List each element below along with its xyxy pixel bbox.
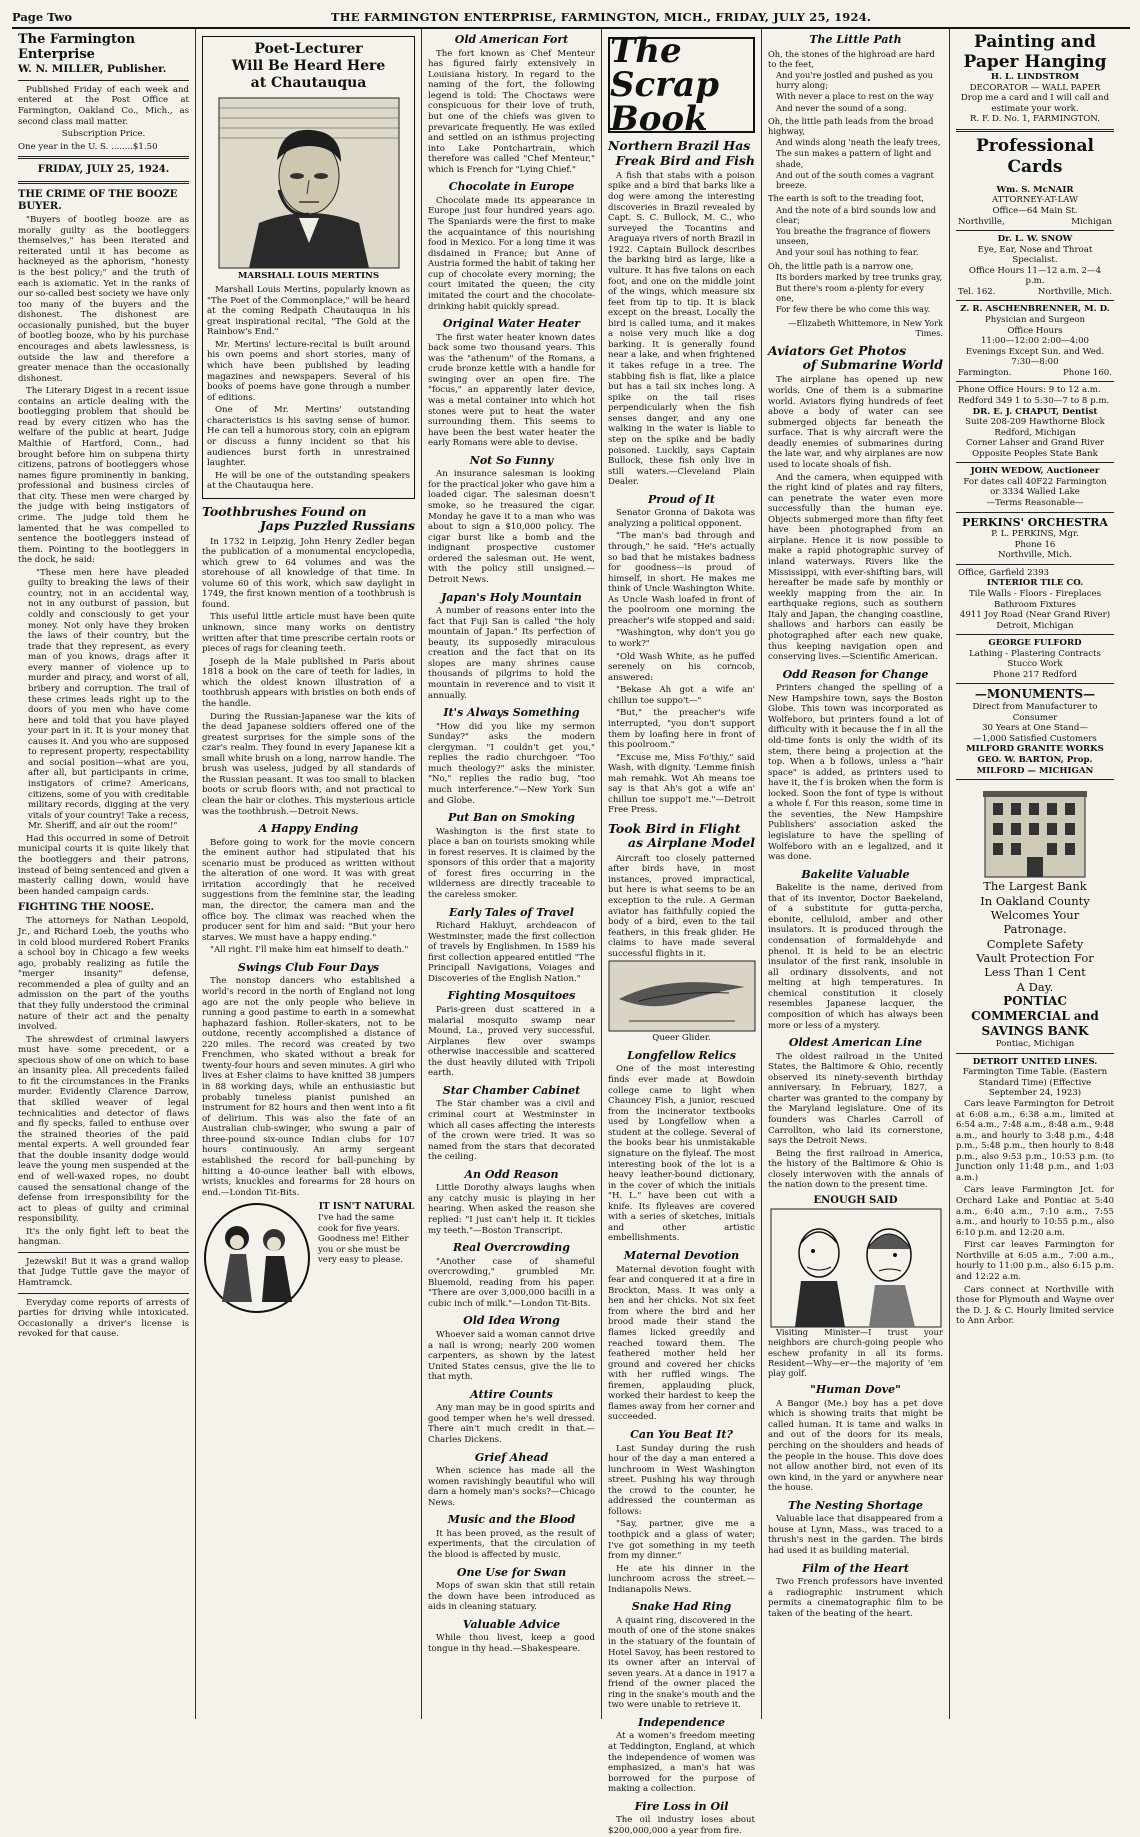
bank-slogan-line: Patronage. bbox=[1003, 922, 1067, 937]
line-paragraph: Being the first railroad in America, the history of the Baltimore & Ohio is closely interwoven with the annals of the nation down to the present time. bbox=[768, 1148, 943, 1191]
masthead bbox=[12, 10, 1130, 29]
poem-line: With never a place to rest on the way bbox=[776, 91, 934, 102]
poet-paragraph: Marshall Louis Mertins, popularly known as "The Poet of the Commonplace," will be heard at the coming Redpath Chautauqua in his great inspirational recital, "The Gold at the Rainbow's End." bbox=[207, 285, 410, 338]
bank-slogan-line: Less Than 1 Cent bbox=[984, 965, 1086, 980]
crime-paragraph: The Literary Digest in a recent issue contains an article dealing with the bootlegging problem that should be read by every citizen who has the welfare of the public at heart. Judge Malthie of Hartford, Conn., had brought before him on subpena thirty citizens, patrons of bootleggers whose names figure prominently in banking, professional and business circles of that city. These men were charged by the judge with being instigators of crime. The judge told them he lamented that he was compelled to sentence the bootleggers instead of them. Pointing to the bootleggers in the dock, he said: bbox=[18, 386, 189, 566]
oil-headline: Fire Loss in Oil bbox=[634, 1799, 729, 1813]
short-item: Everyday come reports of arrests of parties for driving while intoxicated. Occasionally a driver's license is revoked for that cause. bbox=[18, 1297, 189, 1340]
toothbrush-paragraph: Joseph de la Male published in Paris about 1818 a book on the care of teeth for ladies, in which the oldest known illustration of a toothbrush appears with bristles on both ends of the handle. bbox=[202, 656, 415, 709]
line-headline: Oldest American Line bbox=[788, 1036, 923, 1050]
proud-paragraph: Senator Gronna of Dakota was analyzing a political opponent. bbox=[608, 508, 755, 529]
snake-headline: Snake Had Ring bbox=[631, 1600, 732, 1614]
advice-headline: Valuable Advice bbox=[462, 1617, 561, 1631]
blood-headline: Music and the Blood bbox=[447, 1513, 576, 1527]
snake-paragraph: A quaint ring, discovered in the mouth of one of the stone snakes in the statuary of the fountain of Hotel Savoy, has been restored to its owner after an interval of seven years. At a dance in 1917 a friend of the owner placed the ring in the snake's mouth and the two were unable to retrieve it. bbox=[608, 1615, 755, 1711]
idea-headline: Old Idea Wrong bbox=[463, 1314, 560, 1328]
ending-paragraph: Before going to work for the movie concern the eminent author had stipulated that his scenario must be produced as written without the alteration of one word. It was with great irritation accordingly that he received suggestions from the feminine star, the leading man, the director, the camera man and the office boy. The climax was reached when the producer sent for him and said: "But your hero starves. We must have a happy ending." bbox=[202, 837, 415, 943]
proud-paragraph: "Excuse me, Miss Fo'thiy," said Wash, with dignity. 'Lemme finish mah remahk. Wot Ah means toe say is that Ah's got a wife an' chillun toe suppo't me."—Detroit Free Press. bbox=[608, 752, 755, 816]
painting-address: R. F. D. No. 1, FARMINGTON. bbox=[970, 114, 1100, 125]
poem-line: And the note of a bird sounds low and clear; bbox=[776, 204, 937, 225]
flight-headline: Took Bird in Flight as Airplane Model bbox=[608, 821, 755, 851]
beat-headline: Can You Beat It? bbox=[630, 1428, 733, 1441]
poem-line: And you're jostled and pushed as you hurry along; bbox=[776, 70, 933, 91]
bank-city: Pontiac, Michigan bbox=[995, 1039, 1075, 1050]
card-interior-tile: Office, Garfield 2393 INTERIOR TILE CO. Tile Walls - Floors - Fireplaces Bathroom Fixtures 4911 Joy Road (Near Grand River) Detroit, Michigan bbox=[956, 565, 1114, 635]
film-paragraph: Two French professors have invented a radiographic instrument which permits a cinematographic film to be taken of the beating of the heart. bbox=[768, 1577, 943, 1619]
cartoon-text: I've had the same cook for five years. Goodness me! Either you or she must be very easy to please. bbox=[318, 1213, 409, 1266]
bank-name: PONTIAC COMMERCIAL and SAVINGS BANK bbox=[971, 994, 1099, 1039]
bank-slogan-line: The Largest Bank bbox=[983, 879, 1087, 894]
fort-paragraph: The fort known as Chef Menteur has figured fairly extensively in Louisiana history. In regard to the naming of the fort, the following legend is told: The Choctaws were conspicuous for their love of truth, but one of the chiefs was given to prevaricate frequently. He was exiled and settled on an isthmus projecting into Lake Pontchartrain, which therefore was called "Chef Menteur," which is French for "Lying Chief." bbox=[428, 48, 595, 175]
noose-paragraph: The attorneys for Nathan Leopold, Jr., and Richard Loeb, the youths who in cold blood murdered Robert Franks a school boy in Chicago a few weeks ago, probably realizing as futile the "merger insanity" defense, recommended a plea of guilty and an admission on the part of the youths that they fully understood the criminal nature of their act and the penalty involved. bbox=[18, 916, 189, 1033]
flight-paragraph: Aircraft too closely patterned after birds have, in most instances, proved impractical, but here is what seems to be an exception to the rule. A German aviator has faithfully copied the body of a bird, even to the tail feathers, in this freak glider. He claims to have made several successful flights in it. bbox=[608, 853, 755, 959]
glider-caption: Queer Glider. bbox=[652, 1033, 711, 1044]
poet-paragraph: He will be one of the outstanding speakers at the Chautauqua here. bbox=[207, 470, 410, 492]
crime-headline: THE CRIME OF THE BOOZE BUYER. bbox=[18, 188, 178, 212]
maternal-paragraph: Maternal devotion fought with fear and conquered it at a fire in Brockton, Mass. It was only a hen and her chicks. Not six feet from where the bird and her brood made their stand the flames licked greedily and reached toward them. The feathered mother held her ground and covered her chicks with her ruffled wings. The firemen, applauding pluck, worked their hardest to keep the flames away from her corner and succeeded. bbox=[608, 1264, 755, 1423]
painting-line: DECORATOR — WALL PAPER bbox=[969, 82, 1101, 93]
reason-headline: An Odd Reason bbox=[464, 1167, 559, 1181]
poem-line: The earth is soft to the treading foot, bbox=[768, 193, 925, 204]
swings-paragraph: The nonstop dancers who established a world's record in the north of England not long ago are not the only people who believe in running a good pastime to earth in a somewhat haphazard fashion. Roller-skaters, not to be outdone, recently accomplished a distance of 220 miles. The record was created by two Frenchmen, who skated without a break for twenty-four hours and seven minutes. A girl who lives at Esher claims to have knitted 38 jumpers in 88 working days, while an enthusiastic but probably tuneless pianist punished an instrument for 82 hours and then went into a fit of delirium. This was also the fate of an Australian club-swinger, who swung a pair of three-pound six-ounce Indian clubs for 107 hours continuously. An army sergeant established the record for ball-punching by hitting a 40-ounce leather ball with elbows, wrists, knuckles and forearms for 28 hours on end.—London Tit-Bits. bbox=[202, 976, 415, 1198]
grief-paragraph: When science has made all the women ravishingly beautiful who will darn a homely man's socks?—Chicago News. bbox=[428, 1466, 595, 1508]
glider-image bbox=[609, 961, 755, 1031]
path-signature: —Elizabeth Whittemore, in New York Times. bbox=[788, 317, 943, 338]
timetable-subhead: Farmington Time Table. (Eastern Standard Time) (Effective September 24, 1923) bbox=[962, 1067, 1108, 1099]
dove-headline: "Human Dove" bbox=[810, 1383, 901, 1397]
path-headline: The Little Path bbox=[809, 33, 902, 47]
fuji-headline: Japan's Holy Mountain bbox=[441, 590, 582, 604]
card-perkins: PERKINS' ORCHESTRA P. L. PERKINS, Mgr. Phone 16 Northville, Mich. bbox=[956, 513, 1114, 565]
scrapbook-title: The Scrap Book bbox=[610, 31, 719, 140]
card-wedow: JOHN WEDOW, Auctioneer For dates call 40F22 Farmington or 3334 Walled Lake —Terms Reasonable— bbox=[956, 463, 1114, 512]
fort-headline: Old American Fort bbox=[454, 33, 569, 47]
idea-paragraph: Whoever said a woman cannot drive a nail is wrong; nearly 200 women carpenters, as shown by the latest United States census, give the lie to that myth. bbox=[428, 1329, 595, 1383]
subscription-price: One year in the U. S. ........$1.50 bbox=[18, 141, 158, 152]
mosquito-headline: Fighting Mosquitoes bbox=[447, 989, 576, 1003]
crime-paragraph: "Buyers of bootleg booze are as morally guilty as the bootleggers themselves," has been iterated and reiterated until it has become as hackneyed as the aphorism, "honesty is the best policy;" and the truth of each is axiomatic. Yet in the ranks of our so-called best society we have only too many of the buyers and the dishonest. The dishonest are occasionally punished, but the buyer of bootleg booze, who by his purchase encourages and abets lawlessness, is outside the law and therefore a greater menace than the occasionally dishonest. bbox=[18, 215, 189, 384]
column-ads bbox=[950, 29, 1120, 1719]
something-paragraph: "How did you like my sermon Sunday?" asks the modern clergyman. "I couldn't get you," replies the radio churchgoer. "Too much theology?" asks the minister. "No," replies the radio bug, "too much interference."—New York Sun and Globe. bbox=[428, 721, 595, 806]
timetable-paragraph: Cars leave Farmington Jct. for Orchard Lake and Pontiac at 5:40 a.m., 6:40 a.m., 7:10 a.m., 7:55 a.m., and hourly to 10:55 p.m., also 6:10 p.m. and 12:20 a.m. bbox=[956, 1185, 1114, 1238]
poem-line: Its borders marked by tree trunks gray, bbox=[776, 271, 943, 282]
proud-paragraph: "But," the preacher's wife interrupted, "you don't support them by loafing here in front of this poolroom." bbox=[608, 708, 755, 751]
poem-line: Oh, the stones of the highroad are hard to the feet, bbox=[768, 48, 935, 69]
painting-name: H. L. LINDSTROM bbox=[990, 72, 1080, 83]
submarine-paragraph: The airplane has opened up new worlds. One of them is a submarine world. Aviators flying hundreds of feet above a body of water can see submerged objects far beneath the surface. That is why aircraft were the deadly enemies of submarines during the late war, and why airplanes are now used to locate shoals of fish. bbox=[768, 375, 943, 470]
swings-headline: Swings Club Four Days bbox=[237, 960, 380, 974]
poem-line: And never the sound of a song. bbox=[776, 102, 907, 113]
change-paragraph: Printers changed the spelling of a New Hampshire town, says the Boston Globe. This town was incorporated as Wolfeboro, but printers found a lot of difficulty with it because the f in all the old-time fonts is only the width of its stem, there being a projection at the top. When a b follows, unless a "hair space" is added, as printers used to have it, the f is broken when the form is locked. Soon the font of type is without a whole f. For this reason, some time in the seventies, the New Hampshire Publishers' association asked the legislature to have the spelling of Wolfeboro with an e legalized, and it was done. bbox=[768, 683, 943, 863]
portrait-image bbox=[219, 98, 399, 268]
columns bbox=[12, 29, 1130, 1836]
toothbrush-paragraph: In 1732 in Leipzig, John Henry Zedler began the publication of a monumental encyclopedia, which grew to 64 volumes and was the storehouse of all knowledge of that time. In volume 60 of this work, which saw daylight in 1749, the first known mention of a toothbrush is found. bbox=[202, 536, 415, 610]
independence-paragraph: At a women's freedom meeting at Teddington, England, at which the independence of women was emphasized, a man's hat was borrowed for the purpose of making a collection. bbox=[608, 1731, 755, 1795]
poet-paragraph: Mr. Mertins' lecture-recital is built around his own poems and short stories, many of which have been published by leading magazines and newspapers. Several of his books of poems have gone through a number of editions. bbox=[207, 339, 410, 403]
change-headline: Odd Reason for Change bbox=[782, 667, 929, 681]
brazil-headline: Northern Brazil Has Freak Bird and Fish bbox=[608, 138, 755, 168]
card-monuments: —MONUMENTS— Direct from Manufacturer to Consumer 30 Years at One Stand— —1,000 Satisfied Customers MILFORD GRANITE WORKS GEO. W. BARTON, Prop. MILFORD — MICHIGAN bbox=[956, 684, 1114, 780]
cartoon-image bbox=[202, 1202, 312, 1314]
bank-slogan-line: Vault Protection For bbox=[976, 951, 1094, 965]
water-paragraph: The first water heater known dates back some two thousand years. This was the "athenum" of the Romans, a crude bronze kettle with a handle for swinging over an open fire. The "focus," an apparently later device, was a metal container into which hot stones were put to heat the water surrounding them. This seems to have been the best water heater the early Romans were able to devise. bbox=[428, 332, 595, 449]
beat-paragraph: "Say, partner, give me a toothpick and a glass of water; I've got something in my teeth from my dinner." bbox=[608, 1519, 755, 1562]
poet-feature bbox=[202, 36, 415, 499]
overcrowding-paragraph: "Another case of shameful overcrowding," grumbled Mr. Bluemold, reading from his paper. "There are over 3,000,000 bacilli in a cubic inch of milk."—London Tit-Bits. bbox=[428, 1256, 595, 1309]
ending-headline: A Happy Ending bbox=[258, 822, 359, 836]
proud-paragraph: "Bekase Ah got a wife an' chillun toe suppo't—" bbox=[608, 685, 755, 706]
swan-headline: One Use for Swan bbox=[456, 1565, 567, 1579]
line-paragraph: The oldest railroad in the United States, the Baltimore & Ohio, recently observed its ninety-seventh birthday anniversary. In February, 1827, a charter was granted to the company by the Maryland legislature. One of its founders was Charles Carroll of Carrollton, who laid its cornerstone, says the Detroit News. bbox=[768, 1051, 943, 1147]
overcrowding-headline: Real Overcrowding bbox=[453, 1241, 570, 1255]
bank-slogan-line: Complete Safety bbox=[986, 936, 1084, 951]
poem-line: The sun makes a pattern of light and shade, bbox=[776, 148, 932, 169]
water-headline: Original Water Heater bbox=[442, 317, 581, 331]
poem-line: And winds along 'neath the leafy trees, bbox=[776, 137, 941, 148]
brazil-paragraph: A fish that stabs with a poison spike and a bird that barks like a dog were among the interesting discoveries in Brazil revealed by Capt. S. C. Bullock, M. C., who surveyed the Tocantins and Araguaya rivers of north Brazil in 1922. Captain Bullock describes the barking bird as large, like a vulture. It has five talons on each foot, and one on the middle joint of the wings, which measure six feet from tip to tip. It is black except on the breast. Locally the bird is called iuma, and it makes a noise very much like a dog barking. It is generally found near a lake, and when frightened it takes refuge in a tree. The stabbing fish is flat, like a plaice but has a tail six inches long. A spike on the tail rises perpendicularly when the fish senses danger, and any one walking in the water is liable to step on the spike and be badly poisoned. Luckily, says Captain Bullock, these fish only live in still waters.—Cleveland Plain Dealer. bbox=[608, 170, 755, 488]
proud-paragraph: "The man's bad through and through," he said. "He's actually so bad that he mistakes badness for goodness—is proud of himself, in short. He makes me think of Uncle Washington White. As Uncle Wash loafed in front of the poolroom one morning the preacher's wife stopped and said: bbox=[608, 531, 755, 626]
timetable-paragraph: First car leaves Farmington for Northville at 6:05 a.m., 7:00 a.m., hourly to 11:00 p.m., also 6:15 p.m. and 12:22 a.m. bbox=[956, 1240, 1114, 1282]
relic-paragraph: One of the most interesting finds ever made at Bowdoin college came to light when Chauncey Fish, a junior, rescued from the incinerator textbooks used by Longfellow when a student at the college. Several of the books bear his unmistakable signature on the flyleaf. The most interesting book of the lot is a heavy leather-bound dictionary, in the cover of which the initials "H. L." have been cut with a knife. Its flyleaves are covered with a series of sketches, initials and other artistic embellishments. bbox=[608, 1064, 755, 1244]
blood-paragraph: It has been proved, as the result of experiments, that the circulation of the blood is affected by music. bbox=[428, 1528, 595, 1560]
proud-paragraph: "Old Wash White, as he puffed serenely on his corncob, answered: bbox=[608, 651, 755, 683]
professional-cards-title: Professional Cards bbox=[976, 136, 1094, 177]
column-poet bbox=[196, 29, 422, 1719]
chocolate-paragraph: Chocolate made its appearance in Europe just four hundred years ago. The Spaniards were the first to make the acquaintance of this nourishing food in Mexico. For a long time it was disdained in France; but Anne of Austria formed the habit of taking her cup of chocolate every morning; the court imitated the queen; the city imitated the court and the chocolate-drinking habit quickly spread. bbox=[428, 195, 595, 312]
bakelite-headline: Bakelite Valuable bbox=[801, 867, 910, 881]
fuji-paragraph: A number of reasons enter into the fact that Fuji San is called "the holy mountain of Japan." Its perfection of beauty, its supposedly miraculous creation and the fact that on its slopes are many shrines cause thousands of pilgrims to hold the mountain in reverence and to visit it annually. bbox=[428, 606, 595, 701]
reason-paragraph: Little Dorothy always laughs when any catchy music is playing in her hearing. When asked the reason she replied: "I just can't help it. It tickles my teeth."—Boston Transcript. bbox=[428, 1183, 595, 1236]
nest-paragraph: Valuable lace that disappeared from a house at Lynn, Mass., was traced to a thrush's nest in the garden. The birds had used it as building material. bbox=[768, 1514, 943, 1557]
travel-paragraph: Richard Hakluyt, archdeacon of Westminster, made the first collection of travels by Englishmen. In 1589 his first collection appeared entitled "The Principall Navigations, Voiages and Discoveries of the English Nation." bbox=[428, 921, 595, 984]
poem-line: Oh, the little path leads from the broad highway, bbox=[768, 115, 934, 137]
publisher: W. N. MILLER, Publisher. bbox=[18, 63, 167, 76]
advice-paragraph: While thou livest, keep a good tongue in thy head.—Shakespeare. bbox=[428, 1633, 595, 1654]
maternal-headline: Maternal Devotion bbox=[623, 1249, 740, 1263]
smoking-headline: Put Ban on Smoking bbox=[447, 811, 575, 825]
column-scrapbook bbox=[602, 29, 762, 1836]
enough-said-cartoon bbox=[771, 1209, 941, 1327]
bank-slogan-line: In Oakland County bbox=[980, 893, 1090, 908]
star-paragraph: The Star chamber was a civil and criminal court at Westminster in which all cases affecting the interests of the crown were tried. It was so named from the stars that decorated the ceiling. bbox=[428, 1099, 595, 1163]
short-item: Jezewski! But it was a grand wallop that Judge Tuttle gave the mayor of Hamtramck. bbox=[18, 1256, 189, 1289]
proud-paragraph: "Washington, why don't you go to work?" bbox=[608, 628, 755, 650]
said-headline: ENOUGH SAID bbox=[813, 1194, 898, 1206]
cartoon-title: IT ISN'T NATURAL bbox=[318, 1202, 415, 1213]
attire-paragraph: Any man may be in good spirits and good temper when he's well dressed. There ain't much credit in that.—Charles Dickens. bbox=[428, 1403, 595, 1445]
paper-name: The Farmington Enterprise bbox=[18, 32, 136, 63]
path-poem bbox=[768, 49, 943, 315]
independence-headline: Independence bbox=[638, 1715, 725, 1729]
said-caption: Visiting Minister—I trust your neighbors are church-going people who eschew profanity in all its forms. Resident—Why—er—the majority of 'em play golf. bbox=[768, 1327, 943, 1379]
bank-slogan-line: A Day. bbox=[1016, 979, 1054, 994]
crime-quote: "These men here have pleaded guilty to breaking the laws of their country, not in an accidental way, not in any outburst of passion, but coldly and consciously to get your money. Not only have they broken the laws of their country, but the trade that they represent, as every man of you knows, drags after it every manner of violence up to murder and piracy, and worst of all, bribery and corruption. The trail of these crimes leads right up to the doors of you men who have come here and told that you have played your part in it. It is your money that causes it. And you who are supposed to represent property, respectability and social position—what are you, after all, but participants in crime, instigators of crime? Americans, citizens, some of you with creditable military records, digging at the very vitals of your country! Take a recess, Mr. Sheriff, and air out the room!" bbox=[28, 567, 190, 832]
page-number: Page Two bbox=[12, 10, 73, 24]
poem-line: You breathe the fragrance of flowers unseen, bbox=[776, 225, 931, 247]
beat-paragraph: Last Sunday during the rush hour of the day a man entered a lunchroom in West Washington street. Pushing his way through the crowd to the counter, he addressed the counterman as follows: bbox=[608, 1443, 755, 1517]
painting-drop: Drop me a card and I will call and estimate your work. bbox=[960, 93, 1110, 114]
submarine-paragraph: And the camera, when equipped with the right kind of plates and ray filters, can penetrate the water even more successfully than the human eye. Objects submerged more than fifty feet have been photographed from an airplane. Hence it is now possible to make a rapid photographic survey of inland waterways. Rivers like the Mississippi, with ever-shifting bars, will hereafter be made safe by monthly or weekly mapping from the air. In earthquake regions, such as southern Italy and Japan, the changing coastline, shallows and harbors can easily be photographed after each new quake, thus keeping navigation open and conserving lives.—Scientific American. bbox=[768, 472, 943, 663]
mosquito-paragraph: Paris-green dust scattered in a malarial mosquito swamp near Mound, La., proved very successful. Airplanes flew over swamps otherwise inaccessible and scattered the dust heavily diluted with Tripoli earth. bbox=[428, 1004, 595, 1079]
poet-title: Poet-Lecturer Will Be Heard Here at Chautauqua bbox=[231, 41, 386, 91]
published-notice: Published Friday of each week and entered at the Post Office at Farmington, Oakland Co., Mich., as second class mail matter. bbox=[18, 84, 189, 127]
beat-paragraph: He ate his dinner in the lunchroom across the street.—Indianapolis News. bbox=[608, 1563, 755, 1595]
bakelite-paragraph: Bakelite is the name, derived from that of its inventor, Doctor Baekeland, of a substitute for gutta-percha, ebonite, celluloid, amber and other insulators. It is produced through the condensation of formaldehyde and phenol. It is held to be an electric insulator of the first rank, insoluble in all ordinary dissolvents, and not melting at high temperatures. In chemical constitution it closely resembles Japanese lacquer, the composition of which has always been more or less of a mystery. bbox=[768, 883, 943, 1031]
card-mcnair: Wm. S. McNAIR ATTORNEY-AT-LAW Office—64 Main St. Northville, Michigan bbox=[956, 182, 1114, 231]
crime-paragraph: Had this occurred in some of Detroit municipal courts it is quite likely that the bootleggers and their patrons, instead of being sentenced and given a masterly calling down, would have been handed campaign cards. bbox=[18, 833, 189, 897]
card-fulford: GEORGE FULFORD Lathing - Plastering Contracts Stucco Work Phone 217 Redford bbox=[956, 635, 1114, 684]
chocolate-headline: Chocolate in Europe bbox=[448, 180, 575, 194]
noose-headline: FIGHTING THE NOOSE. bbox=[18, 902, 154, 914]
grief-headline: Grief Ahead bbox=[474, 1450, 549, 1464]
ending-paragraph: "All right. I'll make him eat himself to death." bbox=[210, 945, 409, 956]
funny-paragraph: An insurance salesman is looking for the practical joker who gave him a loaded cigar. The salesman doesn't smoke, so he treasured the cigar. Monday he gave it to a man who was about to sign a $10,000 policy. The cigar burst like a bomb and the indignant prospective customer ordered the salesman out. He went, with the policy still unsigned.—Detroit News. bbox=[428, 469, 595, 585]
cartoon-ad bbox=[202, 1202, 415, 1314]
something-headline: It's Always Something bbox=[443, 706, 580, 720]
dove-paragraph: A Bangor (Me.) boy has a pet dove which is showing traits that might be called human. It is tame and walks in and out of the doors for its meals, perching on the shoulders and heads of the people in the house. This dove does not allow another bird, not even of its own kind, in the yard or anywhere near the house. bbox=[768, 1398, 943, 1494]
card-chaput: Phone Office Hours: 9 to 12 a.m. Redford 349 1 to 5:30—7 to 8 p.m. DR. E. J. CHAPUT, Dentist Suite 208-209 Hawthorne Block Redford, Michigan Corner Lahser and Grand River Opposite Peoples State Bank bbox=[956, 382, 1114, 463]
bank-building-image bbox=[975, 785, 1095, 877]
portrait-caption: MARSHALL LOUIS MERTINS bbox=[237, 270, 380, 281]
timetable-headline: DETROIT UNITED LINES. bbox=[972, 1056, 1098, 1067]
smoking-paragraph: Washington is the first state to place a ban on tourists smoking while in forest reserves. It is claimed by the sponsors of this order that a majority of forest fires occurring in the wilderness are directly traceable to the careless smoker. bbox=[428, 826, 595, 900]
swan-paragraph: Mops of swan skin that still retain the down have been introduced as aids in cleaning statuary. bbox=[428, 1581, 595, 1613]
poem-line: And out of the south comes a vagrant breeze. bbox=[776, 169, 934, 191]
submarine-headline: Aviators Get Photos of Submarine World bbox=[768, 342, 943, 373]
bank-slogan bbox=[956, 879, 1114, 994]
noose-paragraph: The shrewdest of criminal lawyers must have some precedent, or a specious show of one on which to base an insanity plea. All precedents failed to fit the circumstances in the Franks murder. Evidently Clarence Darrow, that skilled weaver of legal technicalities and detector of flaws and fly specks, failed to enthuse over the strained theories of the paid mental experts. A well grounded fear that the double insanity dodge would leave the young men suspended at the end of well-waxed ropes, no doubt caused the sensational change of the defense from irresponsibility for the act to pleas of guilty and criminal responsibility. bbox=[18, 1034, 189, 1225]
nest-headline: The Nesting Shortage bbox=[787, 1498, 923, 1512]
poem-line: But there's room a-plenty for every one, bbox=[776, 282, 924, 304]
toothbrush-paragraph: During the Russian-Japanese war the kits of the dead Japanese soldiers offered one of the greatest surprises for the simple sons of the czar's realm. They found in every Japanese kit a small white brush on a long, narrow handle. The brush was useless, judged by all standards of the Russian peasant. It was too small to blacken boots or scrub floors with, and not practical to clean the hair or clothes. This mysterious article was the toothbrush.—Detroit News. bbox=[202, 711, 415, 817]
page-title: THE FARMINGTON ENTERPRISE, FARMINGTON, MICH., FRIDAY, JULY 25, 1924. bbox=[330, 10, 872, 24]
painting-ad-title: Painting and Paper Hanging bbox=[963, 32, 1107, 72]
timetable-paragraph: Cars leave Farmington for Detroit at 6:08 a.m., 6:38 a.m., limited at 6:54 a.m., 7:48 a.m., 8:48 a.m., 9:48 a.m., and hourly to 3:48 p.m., 4:48 p.m., 5:48 p.m., then hourly to 8:48 p.m., also 9:53 p.m., 10:53 p.m. (to Junction only 11:48 p.m., and 1:03 a.m.) bbox=[956, 1098, 1114, 1183]
poem-line: And your soul has nothing to fear. bbox=[776, 247, 919, 258]
timetable bbox=[956, 1054, 1114, 1327]
poem-line: For few there be who come this way. bbox=[776, 304, 931, 315]
proud-headline: Proud of It bbox=[647, 492, 716, 506]
scrapbook-banner bbox=[608, 31, 755, 140]
travel-headline: Early Tales of Travel bbox=[449, 905, 574, 919]
star-headline: Star Chamber Cabinet bbox=[442, 1083, 581, 1097]
bank-ad bbox=[956, 780, 1114, 1054]
bank-slogan-line: Welcomes Your bbox=[990, 907, 1080, 922]
film-headline: Film of the Heart bbox=[802, 1561, 909, 1575]
card-aschenbrenner: Z. R. ASCHENBRENNER, M. D. Physician and Surgeon Office Hours 11:00—12:00 2:00—4:00 Evenings Except Sun. and Wed. 7:30—8:00 Farmington. Phone 160. bbox=[956, 301, 1114, 382]
toothbrush-paragraph: This useful little article must have been quite unknown, since many works on dentistry written after that time prescribe certain roots or pieces of rags for cleaning teeth. bbox=[202, 612, 415, 655]
attire-headline: Attire Counts bbox=[470, 1387, 553, 1401]
noose-paragraph: It's the only fight left to beat the hangman. bbox=[18, 1226, 189, 1248]
oil-paragraph: The oil industry loses about $200,000,000 a year from fire. bbox=[608, 1815, 755, 1836]
issue-date: FRIDAY, JULY 25, 1924. bbox=[37, 164, 170, 176]
column-editorial bbox=[12, 29, 196, 1719]
poem-line: Oh, the little path is a narrow one, bbox=[768, 260, 914, 271]
timetable-paragraph: Cars connect at Northville with those for Plymouth and Wayne over the D. J. & C. Hourly limited service to Ann Arbor. bbox=[956, 1284, 1114, 1327]
relic-headline: Longfellow Relics bbox=[627, 1048, 736, 1062]
column-features bbox=[762, 29, 950, 1719]
subscription-label: Subscription Price. bbox=[61, 129, 146, 140]
poet-paragraph: One of Mr. Mertins' outstanding characteristics is his saving sense of humor. He can tell a humorous story, coin an epigram or discuss a funny incident so that his audiences burst forth in unrestrained laughter. bbox=[207, 405, 410, 469]
column-shorts bbox=[422, 29, 602, 1719]
funny-headline: Not So Funny bbox=[469, 453, 554, 467]
card-snow: Dr. L. W. SNOW Eye, Ear, Nose and Throat Specialist. Office Hours 11—12 a.m. 2—4 p.m. Tel. 162. Northville, Mich. bbox=[956, 231, 1114, 301]
toothbrush-headline: Toothbrushes Found on Japs Puzzled Russians bbox=[202, 503, 415, 534]
